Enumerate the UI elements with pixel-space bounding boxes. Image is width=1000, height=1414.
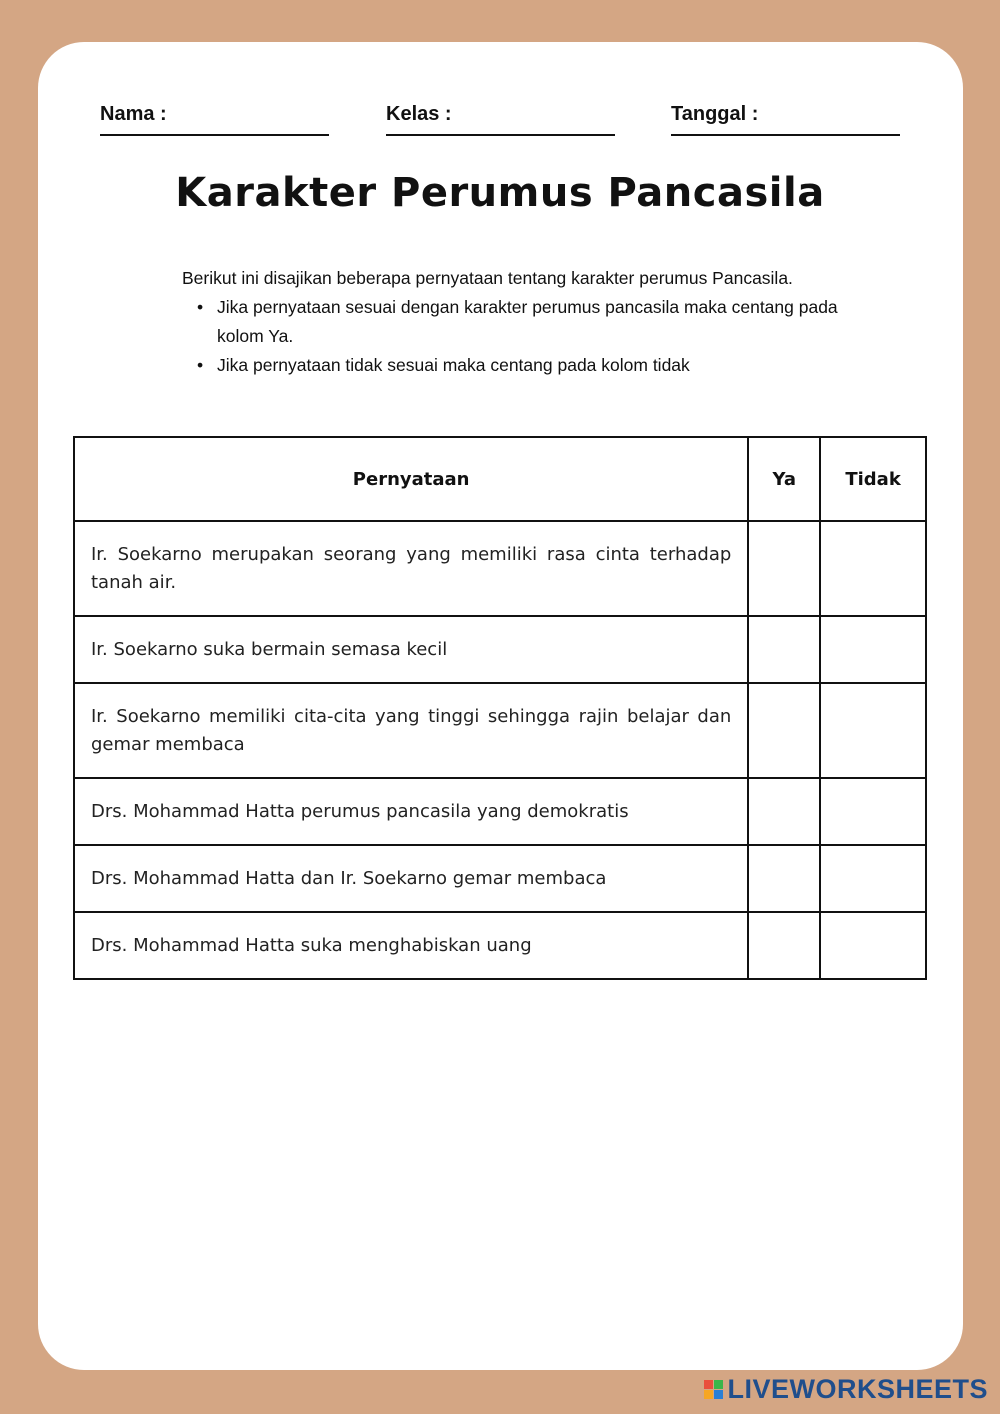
nama-label: Nama : [100, 103, 167, 125]
statement-cell: Drs. Mohammad Hatta perumus pancasila yang demokratis [74, 778, 748, 845]
no-check-cell[interactable] [820, 683, 926, 778]
yes-check-cell[interactable] [748, 778, 820, 845]
table-row [74, 845, 926, 912]
statement-table [73, 436, 927, 980]
instruction-item [197, 351, 842, 380]
no-column-header: Tidak [820, 437, 926, 521]
statement-cell: Ir. Soekarno memiliki cita-cita yang tinggi sehingga rajin belajar dan gemar membaca [74, 683, 748, 778]
yes-check-cell[interactable] [748, 683, 820, 778]
logo-square [714, 1390, 723, 1399]
no-check-cell[interactable] [820, 845, 926, 912]
tanggal-label: Tanggal : [671, 103, 759, 125]
no-check-cell[interactable] [820, 778, 926, 845]
instructions [182, 264, 842, 380]
yes-column-header: Ya [748, 437, 820, 521]
no-check-cell[interactable] [820, 616, 926, 683]
logo-square [704, 1380, 713, 1389]
nama-field[interactable] [100, 100, 329, 136]
statement-cell: Ir. Soekarno suka bermain semasa kecil [74, 616, 748, 683]
yes-check-cell[interactable] [748, 912, 820, 979]
yes-check-cell[interactable] [748, 845, 820, 912]
logo-square [714, 1380, 723, 1389]
statement-cell: Ir. Soekarno merupakan seorang yang memiliki rasa cinta terhadap tanah air. [74, 521, 748, 616]
table-row [74, 912, 926, 979]
no-check-cell[interactable] [820, 521, 926, 616]
no-check-cell[interactable] [820, 912, 926, 979]
bullet-icon: • [197, 355, 204, 375]
table-row [74, 521, 926, 616]
instruction-text: Jika pernyataan tidak sesuai maka centang pada kolom tidak [217, 355, 690, 375]
watermark-text: LIVEWORKSHEETS [727, 1373, 988, 1404]
instructions-intro: Berikut ini disajikan beberapa pernyataan tentang karakter perumus Pancasila. [182, 268, 793, 288]
table-row [74, 616, 926, 683]
instructions-list [182, 293, 842, 380]
page-title: Karakter Perumus Pancasila [175, 170, 825, 216]
statement-cell: Drs. Mohammad Hatta suka menghabiskan uang [74, 912, 748, 979]
instruction-text: Jika pernyataan sesuai dengan karakter perumus pancasila maka centang pada kolom Ya. [217, 297, 838, 346]
table-header-row [74, 437, 926, 521]
instruction-item [197, 293, 842, 351]
liveworksheets-logo-icon [704, 1380, 723, 1399]
tanggal-field[interactable] [671, 100, 900, 136]
kelas-field[interactable] [386, 100, 615, 136]
bullet-icon: • [197, 297, 204, 317]
kelas-label: Kelas : [386, 103, 452, 125]
yes-check-cell[interactable] [748, 616, 820, 683]
yes-check-cell[interactable] [748, 521, 820, 616]
statement-column-header: Pernyataan [74, 437, 748, 521]
table-row [74, 683, 926, 778]
table-row [74, 778, 926, 845]
liveworksheets-watermark [704, 1374, 988, 1404]
logo-square [704, 1390, 713, 1399]
statement-cell: Drs. Mohammad Hatta dan Ir. Soekarno gemar membaca [74, 845, 748, 912]
